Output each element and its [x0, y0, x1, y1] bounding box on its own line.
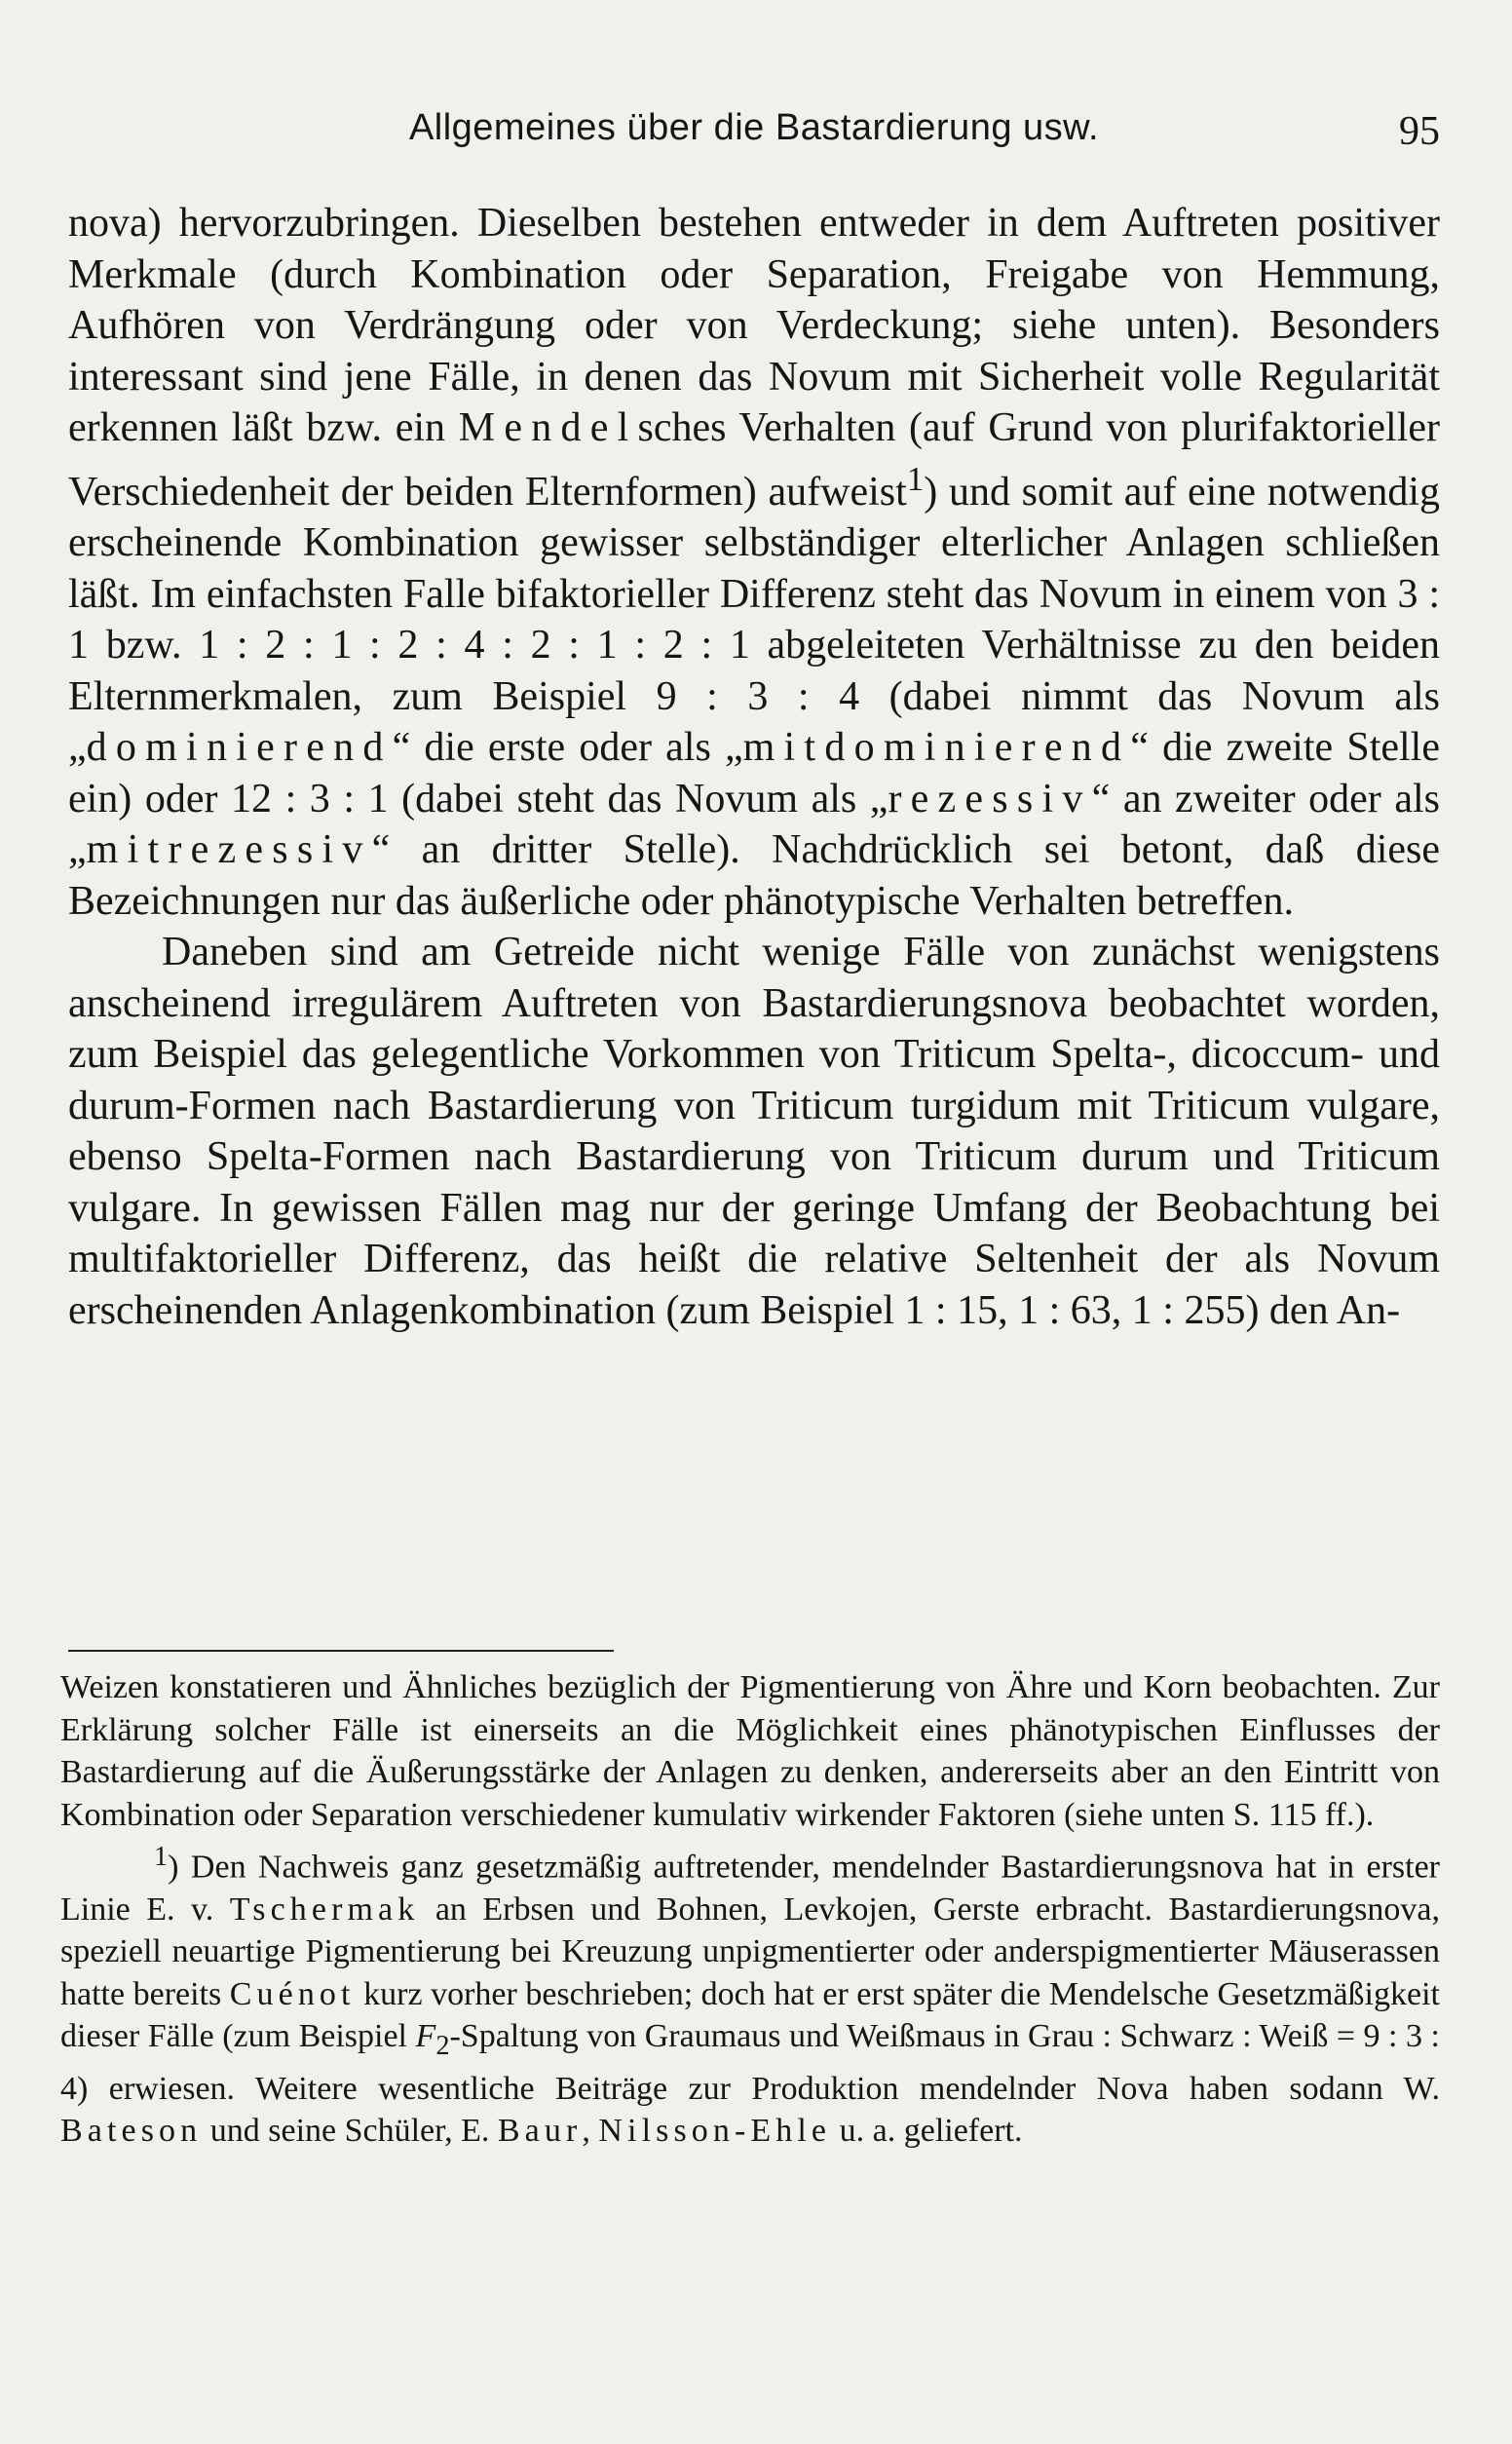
text-run: -Spaltung von Graumaus und Weißmaus in Grau : Schwarz : Weiß = 9 : 3 : 4) erwiesen. Weitere wesentliche Beiträge zur Produktion mendelnder Nova haben sodann W. [60, 2018, 1440, 2107]
paragraph-1 [68, 198, 1440, 927]
spaced-name: Bateson [60, 2113, 203, 2150]
text-run: ) Den Nachweis ganz gesetzmäßig auftretender, mendelnder Bastardierungsnova hat in erster Linie E. v. [60, 1849, 1440, 1928]
page-header [68, 94, 1440, 162]
main-text [68, 198, 1440, 1336]
spaced-name: Nilsson-Ehle [598, 2113, 832, 2150]
footnote-1 [60, 1836, 1440, 2153]
math-subscript: 2 [435, 2031, 450, 2062]
footnote-continued: Weizen konstatieren und Ähnliches bezüglich der Pigmentierung von Ähre und Korn beobachten. Zur Erklärung solcher Fälle ist einerseits an die Möglichkeit eines phänotypischen Einflusses der Bastardierung auf die Äußerungsstärke der Anlagen zu denken, andererseits aber an den Eintritt von Kombination oder Separation verschiedener kumulativ wirkender Faktoren (siehe unten S. 115 ff.). [60, 1669, 1440, 1833]
text-run: an Erbsen und Bohnen, Levkojen, Gerste erbracht. Bastardierungsnova, speziell neuartige Pigmentierung bei Kreuzung unpigmentierter oder anderspigmentierter Mäuserassen hatte bereits [60, 1890, 1441, 2012]
text-run: nova) hervorzubringen. Dieselben bestehen entweder in dem Auftreten positiver Merkmale (durch Kombination oder Separation, Freigabe von Hemmung, Aufhören von Verdrängung oder von Verdeckung; siehe unten). Besonders interessant sind jene Fälle, in denen das Novum mit Sicherheit volle Regularität erkennen läßt bzw. ein [68, 201, 1440, 450]
text-run: “ an zweiter oder als „ [68, 776, 1440, 872]
spaced-term: mitdominierend [742, 725, 1131, 770]
footnote-marker: 1 [154, 1842, 169, 1872]
footnote-reference: 1 [906, 459, 925, 498]
spaced-term: dominierend [86, 725, 393, 770]
text-run: sches Verhalten (auf Grund von plurifaktorieller Verschiedenheit der beiden Elternformen) aufweist [68, 405, 1440, 515]
text-run: “ die erste oder als „ [392, 725, 743, 770]
text-run: , [582, 2113, 599, 2150]
math-symbol: F [415, 2018, 436, 2055]
text-run: “ die zweite Stelle ein) oder 12 : 3 : 1 (dabei steht das Novum als „ [68, 725, 1440, 821]
footnotes [60, 1666, 1440, 2153]
spaced-name: Cuénot [229, 1975, 356, 2012]
text-run: u. a. geliefert. [831, 2113, 1023, 2150]
spaced-term: mitrezessiv [86, 827, 372, 872]
text-run: kurz vorher beschrieben; doch hat er erst später die Mendelsche Gesetzmäßigkeit dieser Fälle (zum Beispiel [60, 1975, 1440, 2055]
footnote-separator [68, 1650, 614, 1652]
page-number: 95 [1399, 109, 1440, 154]
running-title: Allgemeines über die Bastardierung usw. [408, 107, 1100, 148]
text-run: und seine Schüler, E. [202, 2113, 498, 2150]
paragraph-2: Daneben sind am Getreide nicht wenige Fälle von zunächst wenigstens anscheinend irregulärem Auftreten von Bastardierungsnova beobachtet worden, zum Beispiel das gelegentliche Vorkommen von Triticum Spelta-, dicoccum- und durum-Formen nach Bastardierung von Triticum turgidum mit Triticum vulgare, ebenso Spelta-Formen nach Bastardierung von Triticum durum und Triticum vulgare. In gewissen Fällen mag nur der geringe Umfang der Beobachtung bei multifaktorieller Differenz, das heißt die relative Seltenheit der als Novum erscheinenden Anlagenkombination (zum Beispiel 1 : 15, 1 : 63, 1 : 255) den An- [68, 930, 1440, 1333]
spaced-name: Tschermak [229, 1890, 420, 1928]
text-run: ) und somit auf eine notwendig erscheinende Kombination gewisser selbständiger elterlicher Anlagen schließen läßt. Im einfachsten Falle bifaktorieller Differenz steht das Novum in einem von 3 : 1 bzw. 1 : 2 : 1 : 2 : 4 : 2 : 1 : 2 : 1 abgeleiteten Verhältnisse zu den beiden Elternmerkmalen, zum Beispiel 9 : 3 : 4 (dabei nimmt das Novum als „ [68, 469, 1440, 770]
spaced-name: Mendel [458, 405, 638, 450]
spaced-term: rezessiv [888, 776, 1092, 821]
spaced-name: Baur [497, 2113, 583, 2150]
text-run: “ an dritter Stelle). Nachdrücklich sei betont, daß diese Bezeichnungen nur das äußerliche oder phänotypische Verhalten betreffen. [68, 827, 1440, 924]
